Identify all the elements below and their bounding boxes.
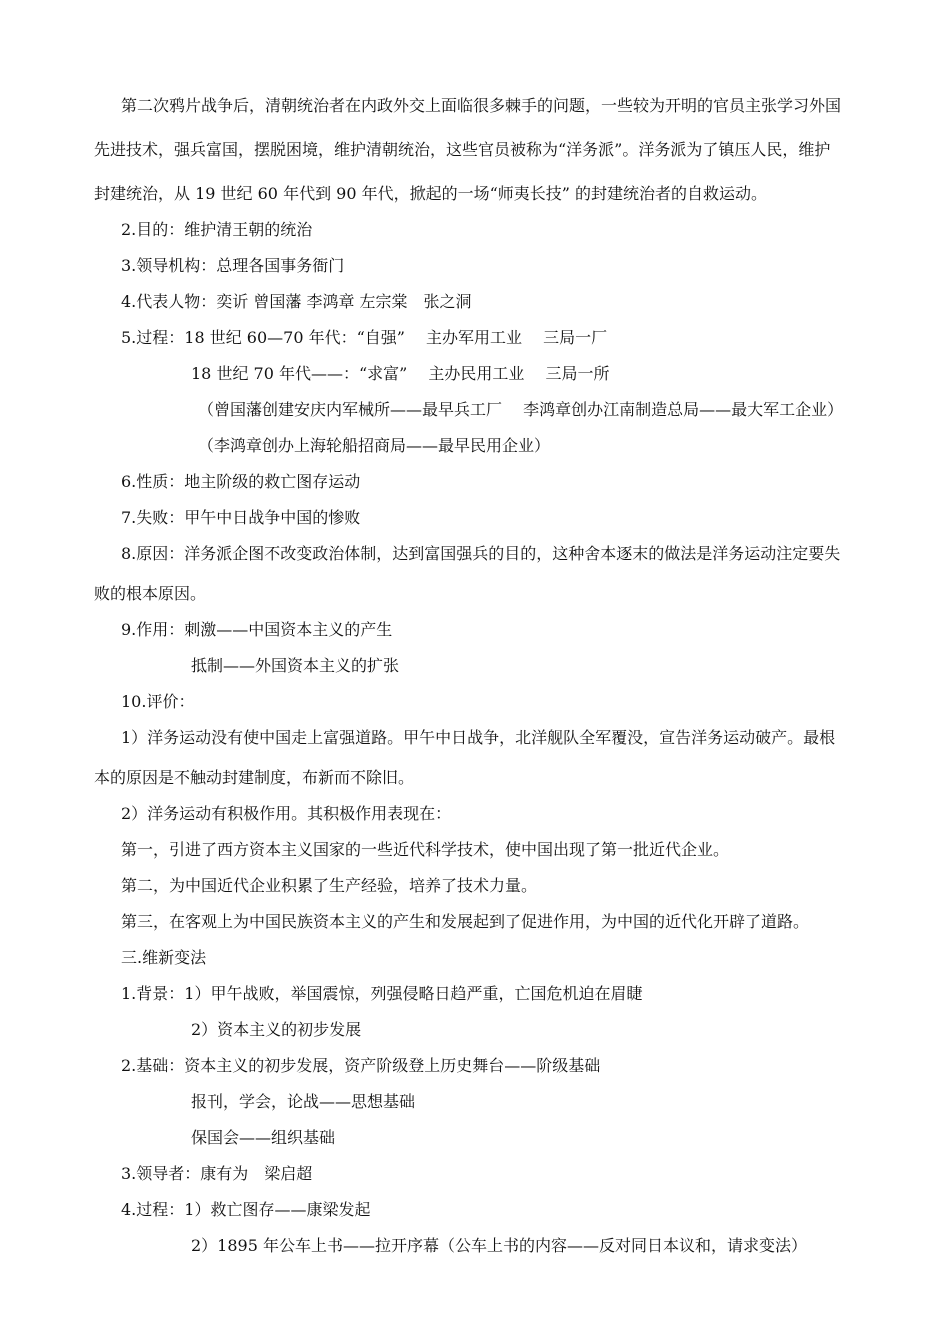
reason-line-2: 败的根本原因。: [94, 584, 207, 603]
section-three-heading: 三.维新变法: [121, 948, 207, 967]
evaluation-line-1b: 本的原因是不触动封建制度，布新而不除旧。: [94, 768, 415, 787]
process-section-line-1: 4.过程：1）救亡图存——康梁发起: [121, 1200, 371, 1219]
intro-line-3: 封建统治，从 19 世纪 60 年代到 90 年代，掀起的一场“师夷长技” 的封建统治者的自救运动。: [94, 184, 768, 203]
process-line-1: 5.过程：18 世纪 60—70 年代：“自强” 主办军用工业 三局一厂: [121, 328, 608, 347]
process-section-line-2: 2）1895 年公车上书——拉开序幕（公车上书的内容——反对同日本议和，请求变法）: [191, 1236, 807, 1255]
background-line-1: 1.背景：1）甲午战败，举国震惊，列强侵略日趋严重，亡国危机迫在眉睫: [121, 984, 643, 1003]
basis-line-3: 保国会——组织基础: [191, 1128, 336, 1147]
failure-line: 7.失败：甲午中日战争中国的惨败: [121, 508, 361, 527]
purpose-line: 2.目的：维护清王朝的统治: [121, 220, 313, 239]
process-note-1: （曾国藩创建安庆内军械所——最早兵工厂 李鸿章创办江南制造总局——最大军工企业）: [198, 400, 844, 419]
evaluation-heading: 10.评价：: [121, 692, 195, 711]
intro-line-2: 先进技术，强兵富国，摆脱困境，维护清朝统治，这些官员被称为“洋务派”。洋务派为了镇压人民，维护: [94, 140, 831, 159]
basis-line-1: 2.基础：资本主义的初步发展，资产阶级登上历史舞台——阶级基础: [121, 1056, 601, 1075]
reason-line-1: 8.原因：洋务派企图不改变政治体制，达到富国强兵的目的，这种舍本逐末的做法是洋务运动注定要失: [121, 544, 841, 563]
leaders-line: 3.领导者：康有为 梁启超: [121, 1164, 313, 1183]
effect-line-2: 抵制——外国资本主义的扩张: [191, 656, 400, 675]
intro-line-1: 第二次鸦片战争后，清朝统治者在内政外交上面临很多棘手的问题，一些较为开明的官员主张学习外国: [121, 96, 842, 115]
nature-line: 6.性质：地主阶级的救亡图存运动: [121, 472, 361, 491]
evaluation-first: 第一，引进了西方资本主义国家的一些近代科学技术，使中国出现了第一批近代企业。: [121, 840, 730, 859]
background-line-2: 2）资本主义的初步发展: [191, 1020, 362, 1039]
evaluation-line-2: 2）洋务运动有积极作用。其积极作用表现在：: [121, 804, 452, 823]
basis-line-2: 报刊，学会，论战——思想基础: [191, 1092, 416, 1111]
process-note-2: （李鸿章创办上海轮船招商局——最早民用企业）: [198, 436, 551, 455]
process-line-2: 18 世纪 70 年代——：“求富” 主办民用工业 三局一所: [191, 364, 610, 383]
evaluation-line-1a: 1）洋务运动没有使中国走上富强道路。甲午中日战争，北洋舰队全军覆没，宣告洋务运动破产。最根: [121, 728, 836, 747]
evaluation-second: 第二，为中国近代企业积累了生产经验，培养了技术力量。: [121, 876, 538, 895]
leadership-line: 3.领导机构：总理各国事务衙门: [121, 256, 345, 275]
evaluation-third: 第三，在客观上为中国民族资本主义的产生和发展起到了促进作用，为中国的近代化开辟了道路。: [121, 912, 810, 931]
effect-line-1: 9.作用：刺激——中国资本主义的产生: [121, 620, 393, 639]
figures-line: 4.代表人物：奕䜣 曾国藩 李鸿章 左宗棠 张之洞: [121, 292, 472, 311]
